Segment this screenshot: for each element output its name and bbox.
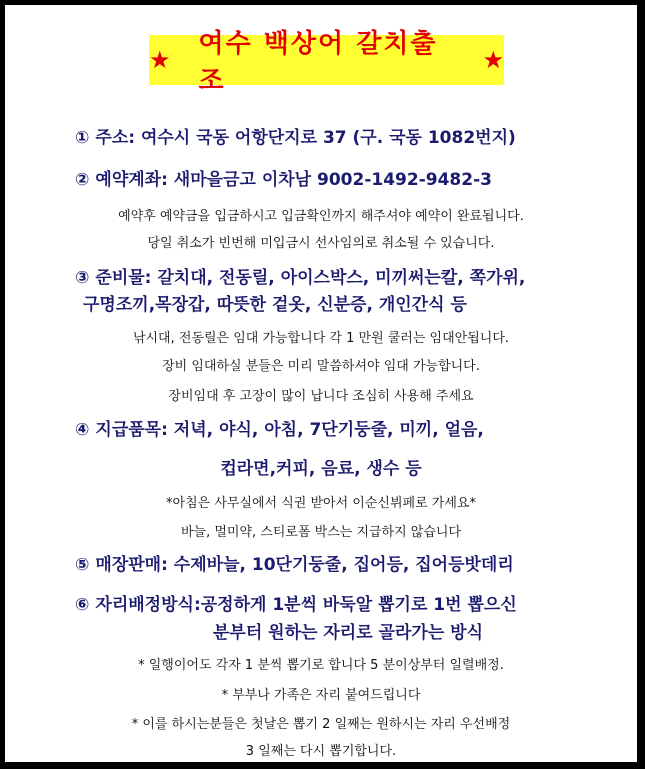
cancel-note: 당일 취소가 빈번해 미입금시 선사임의로 취소될 수 있습니다. [147, 236, 495, 251]
group-note: * 일행이어도 각자 1 분씩 뽑기로 합니다 5 분이상부터 일렬배정. [138, 658, 504, 673]
breakfast-note: *아침은 사무실에서 식권 받아서 이순신뷔페로 가세요* [166, 496, 476, 511]
provided-line [5, 415, 645, 440]
seating-text: 자리배정방식:공정하게 1분씩 바둑알 뽑기로 1번 뽑으신 [95, 595, 517, 615]
item-number: ② [75, 170, 90, 190]
item-number: ④ [75, 420, 90, 440]
account-line [5, 165, 645, 190]
item-number: ⑤ [75, 555, 90, 575]
deposit-note: 예약후 예약금을 입금하시고 입금확인까지 해주셔야 예약이 완료됩니다. [118, 209, 524, 224]
supplies-line [5, 263, 645, 288]
account-text: 예약계좌: 새마을금고 이차남 9002-1492-9482-3 [95, 170, 492, 190]
family-note: * 부부나 가족은 자리 붙여드립니다 [221, 688, 421, 703]
star-icon: ★ [482, 46, 504, 74]
store-line [5, 550, 645, 575]
rental-request-note: 장비 임대하실 분들은 미리 말씀하셔야 임대 가능합니다. [162, 359, 480, 374]
supplies-line-2: 구명조끼,목장갑, 따뜻한 겉옷, 신분증, 개인간식 등 [83, 295, 467, 315]
item-number: ⑥ [75, 595, 90, 615]
address-line [5, 123, 645, 148]
seating-line [5, 590, 645, 615]
store-text: 매장판매: 수제바늘, 10단기둥줄, 집어등, 집어등밧데리 [95, 555, 514, 575]
page-title: 여수 백상어 갈치출조 [198, 29, 438, 96]
title-banner [149, 29, 504, 96]
supplies-text: 준비물: 갈치대, 전동릴, 아이스박스, 미끼써는칼, 쪽가위, [95, 268, 526, 288]
notice-frame [5, 5, 637, 762]
provided-text: 지급품목: 저녁, 야식, 아침, 7단기둥줄, 미끼, 얼음, [95, 420, 484, 440]
star-icon: ★ [149, 46, 171, 74]
not-provided-note: 바늘, 멀미약, 스티로폼 박스는 지급하지 않습니다 [180, 525, 462, 540]
rental-note: 낚시대, 전동릴은 임대 가능합니다 각 1 만원 쿨러는 임대안됩니다. [132, 331, 510, 346]
provided-line-2: 컵라면,커피, 음료, 생수 등 [220, 459, 422, 479]
multiday-note: * 이를 하시는분들은 첫날은 뽑기 2 일째는 원하시는 자리 우선배정 [131, 717, 511, 732]
item-number: ③ [75, 268, 90, 288]
item-number: ① [75, 128, 90, 148]
address-text: 주소: 여수시 국동 어항단지로 37 (구. 국동 1082번지) [95, 128, 516, 148]
seating-line-2: 분부터 원하는 자리로 골라가는 방식 [213, 623, 484, 643]
third-day-note: 3 일째는 다시 뽑기합니다. [245, 744, 397, 759]
rental-caution-note: 장비임대 후 고장이 많이 납니다 조심히 사용해 주세요 [168, 389, 474, 404]
